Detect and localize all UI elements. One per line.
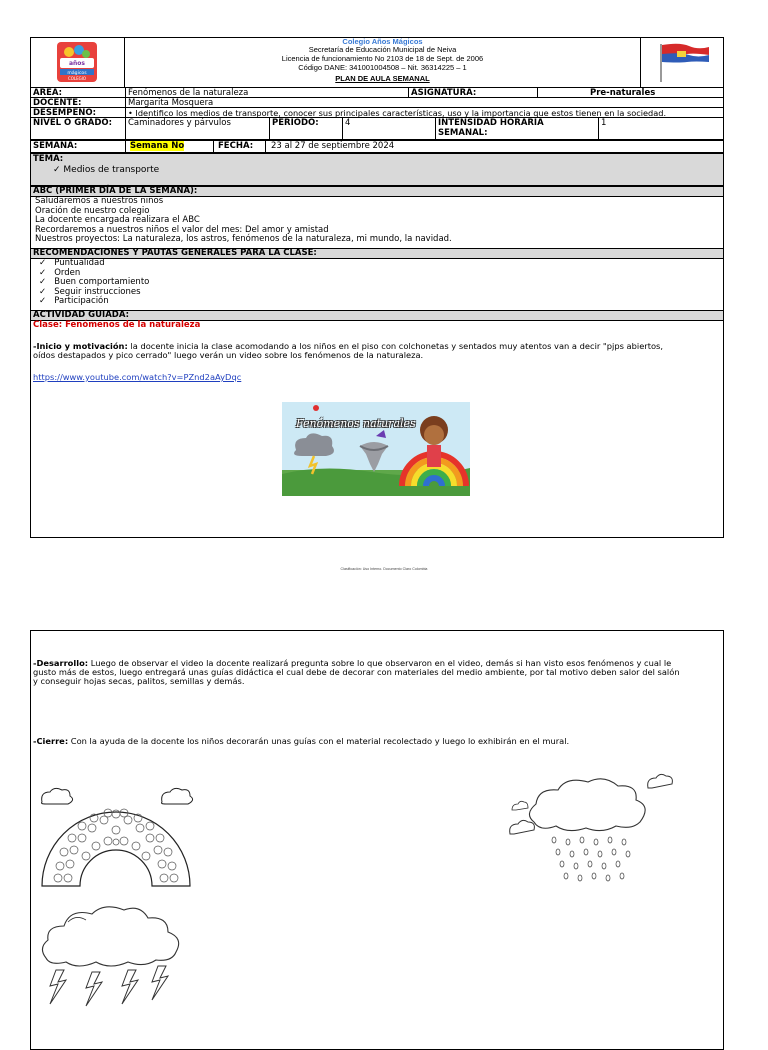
- header-school-name: Colegio Años Mágicos: [342, 37, 423, 46]
- clase-title: Clase: Fenómenos de la naturaleza: [33, 320, 201, 330]
- semana-value-cell: [125, 140, 214, 153]
- tema-label: TEMA:: [33, 154, 64, 164]
- recomendaciones-label: RECOMENDACIONES Y PAUTAS GENERALES PARA LA CLASE:: [30, 248, 724, 259]
- semana-value: Semana No: [130, 141, 185, 151]
- abc-line: Nuestros proyectos: La naturaleza, los astros, fenómenos de la naturaleza, mi mundo, la navidad.: [35, 234, 452, 244]
- desarrollo-text-3: y conseguir hojas secas, palitos, semillas y demás.: [33, 676, 245, 686]
- desempeno-label: DESEMPEÑO:: [30, 107, 126, 118]
- header-plan-title: PLAN DE AULA SEMANAL: [335, 74, 430, 83]
- svg-text:años: años: [68, 60, 86, 67]
- rainbow-coloring-drawing: [38, 786, 196, 890]
- cierre-text: Con la ayuda de la docente los niños decorarán unas guías con el material recolectado y luego lo exhibirán en el mural.: [68, 736, 570, 746]
- actividad-label: ACTIVIDAD GUIADA:: [30, 310, 724, 321]
- desarrollo-text-1: Luego de observar el video la docente realizará pregunta sobre lo que observaron en el video, demás si han visto esos fenómenos y cual le: [88, 658, 672, 668]
- intensidad-label-line-1: INTENSIDAD HORARIA: [438, 118, 544, 128]
- nivel-label: NIVEL O GRADO:: [30, 117, 126, 140]
- periodo-value: 4: [342, 117, 436, 140]
- area-label: ÁREA:: [30, 87, 126, 98]
- abc-line: La docente encargada realizara el ABC: [35, 215, 200, 225]
- header-dane: Código DANE: 341001004508 – Nit. 36314225 – 1: [298, 63, 467, 72]
- svg-text:COLEGIO: COLEGIO: [67, 76, 87, 81]
- desarrollo-label: -Desarrollo:: [33, 658, 89, 668]
- storm-cloud-coloring-drawing: [36, 900, 190, 1018]
- recomendacion-item: ✓ Buen comportamiento: [39, 277, 150, 287]
- intensidad-label: [435, 117, 599, 140]
- recomendacion-item: ✓ Orden: [39, 268, 81, 278]
- periodo-label: PERIODO:: [269, 117, 343, 140]
- recomendacion-item: ✓ Seguir instrucciones: [39, 287, 141, 297]
- abc-list: [30, 196, 724, 248]
- check-icon: ✓: [39, 287, 47, 297]
- abc-label: ABC (PRIMER DÍA DE LA SEMANA):: [30, 186, 724, 197]
- check-icon: ✓: [39, 277, 47, 287]
- docente-value: Margarita Mosquera: [125, 97, 724, 108]
- nivel-value: Caminadores y párvulos: [125, 117, 270, 140]
- fecha-label: FECHA:: [213, 140, 266, 153]
- svg-text:mágicos: mágicos: [67, 71, 87, 76]
- check-icon: ✓: [39, 258, 47, 268]
- neiva-flag-icon: [655, 40, 715, 84]
- desarrollo-text-2: gusto más de estos, luego entregará unas guías didáctica el cual debe de decorar con materiales del medio ambiente, por tal motivo deben salor del salón: [33, 667, 680, 677]
- check-icon: ✓: [39, 268, 47, 278]
- header-secretaria: Secretaría de Educación Municipal de Neiva: [308, 45, 457, 54]
- recomendaciones-list: [30, 258, 724, 310]
- inicio-text-1: la docente inicia la clase acomodando a los niños en el piso con colchonetas y sentados muy atentos van a decir "pjps abiertos,: [127, 341, 664, 351]
- fenomenos-image-caption: Fenómenos naturales: [296, 417, 416, 430]
- abc-line: Saludaremos a nuestros niños: [35, 196, 164, 206]
- asignatura-label: ASIGNATURA:: [408, 87, 538, 98]
- docente-label: DOCENTE:: [30, 97, 126, 108]
- intensidad-label-line-2: SEMANAL:: [438, 128, 488, 138]
- semana-label: SEMANA:: [30, 140, 126, 153]
- cierre-label: -Cierre:: [33, 736, 69, 746]
- inicio-label: -Inicio y motivación:: [33, 341, 128, 351]
- youtube-link[interactable]: https://www.youtube.com/watch?v=PZnd2aAyDqc: [33, 372, 242, 382]
- tema-item: ✓ Medios de transporte: [53, 165, 160, 175]
- inicio-text-2: oídos destapados y pico cerrado" luego verán un video sobre los fenómenos de la naturaleza.: [33, 350, 424, 360]
- fenomenos-image: [282, 402, 470, 496]
- desempeno-value: • Identifico los medios de transporte, conocer sus principales características, uso y la importancia que estos tienen en la sociedad.: [125, 107, 724, 118]
- header-flag-cell: [640, 37, 724, 88]
- cierre-paragraph: [33, 737, 569, 746]
- header-logo-cell: [30, 37, 125, 88]
- recomendacion-item: ✓ Puntualidad: [39, 258, 105, 268]
- check-icon: ✓: [39, 296, 47, 306]
- tema-section: [30, 153, 724, 186]
- fecha-value: 23 al 27 de septiembre 2024: [265, 140, 724, 153]
- abc-line: Oración de nuestro colegio: [35, 206, 150, 216]
- header-licencia: Licencia de funcionamiento No 2103 de 18 de Sept. de 2006: [281, 54, 484, 63]
- school-logo: [55, 40, 99, 84]
- asignatura-value: Pre-naturales: [537, 87, 724, 98]
- recomendacion-item: ✓ Participación: [39, 296, 109, 306]
- area-value: Fenómenos de la naturaleza: [125, 87, 409, 98]
- abc-line: Recordaremos a nuestros niños el valor del mes: Del amor y amistad: [35, 225, 329, 235]
- intensidad-value: 1: [598, 117, 724, 140]
- classification-note: Clasificación: Uso Interno. Documento Claro Colombia: [340, 567, 428, 571]
- rain-cloud-coloring-drawing: [506, 770, 676, 894]
